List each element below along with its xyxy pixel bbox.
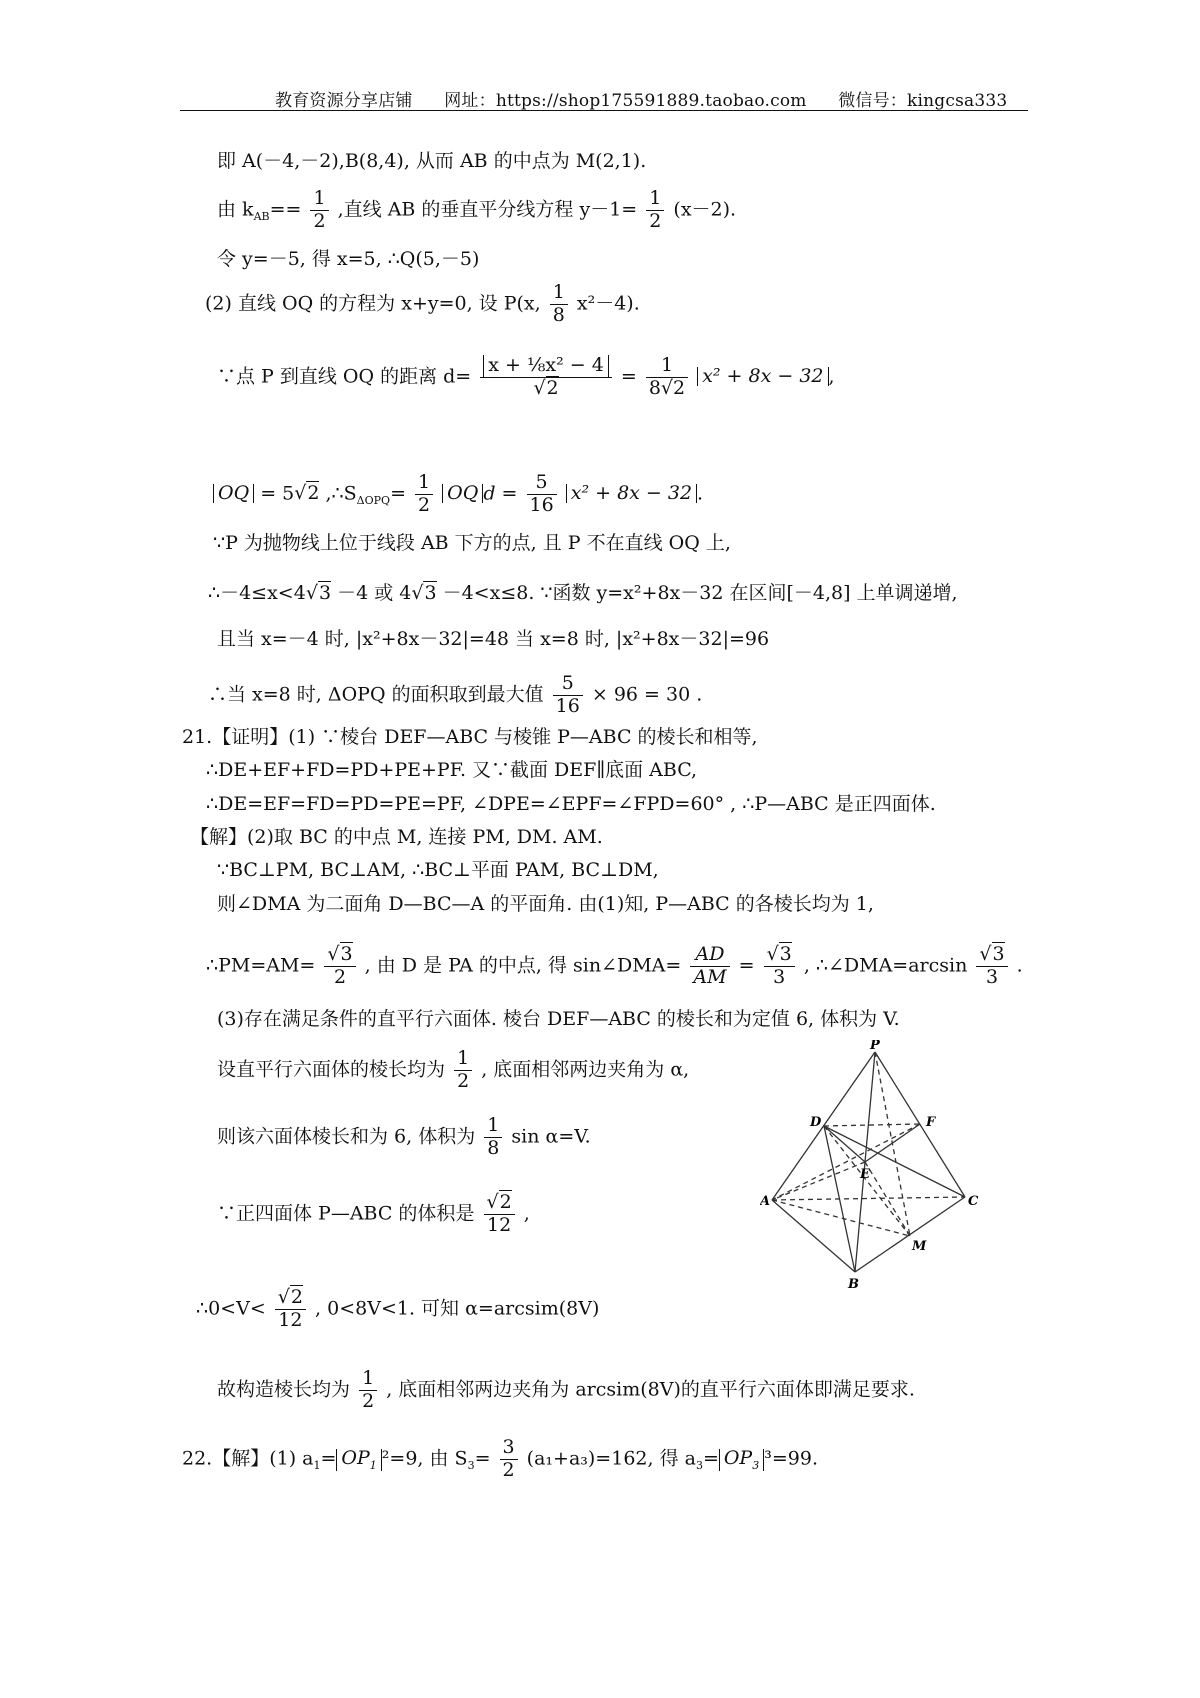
- tetrahedron-figure: [760, 1040, 990, 1290]
- opq-line: (2) 直线 OQ 的方程为 x+y=0, 设 P(x, $\frac{1}{8}$ x²－4).: [205, 281, 640, 326]
- range-line: ∴－4≤x<4√3 －4 或 4√3 －4<x≤8. ∵函数 y=x²+8x－32 在区间[－4,8] 上单调递增,: [208, 582, 958, 604]
- distance-line: ∵点 P 到直线 OQ 的距离 d= $\frac{\text{x + ⅛x² − 4}}{√2}$ = $\frac{1}{8√2}$ x² + 8x − 32 ,: [217, 354, 835, 399]
- figure-label-D: D: [810, 1115, 822, 1130]
- text-line: 且当 x=－4 时, |x²+8x－32|=48 当 x=8 时, |x²+8x－32|=96: [217, 628, 770, 650]
- text-line: 令 y=－5, 得 x=5, ∴Q(5,－5): [217, 248, 480, 270]
- figure-label-A: A: [760, 1194, 771, 1209]
- fraction: $\frac{5}{16}$: [527, 472, 557, 517]
- fraction: $\frac{1}{2}$: [646, 188, 664, 233]
- text-line: ∵BC⊥PM, BC⊥AM, ∴BC⊥平面 PAM, BC⊥DM,: [217, 859, 659, 881]
- fraction: $\frac{1}{2}$: [454, 1048, 472, 1093]
- text-line: ∵P 为抛物线上位于线段 AB 下方的点, 且 P 不在直线 OQ 上,: [213, 532, 731, 554]
- figure-label-M: M: [912, 1239, 927, 1254]
- header-wechat: 微信号：kingcsa333: [838, 91, 1008, 111]
- area-line: OQ = 5√2 $,\therefore S_{\Delta OPQ}=$ $\frac{1}{2}$ OQ d = $\frac{5}{16}$ x² + 8x − 32 .: [213, 472, 703, 517]
- fraction: $\frac{1}{2}$: [310, 188, 328, 233]
- problem-21-title: 21.【证明】(1) ∵棱台 DEF—ABC 与棱锥 P—ABC 的棱长和相等,: [182, 726, 758, 748]
- construct-line: 故构造棱长均为 $\frac{1}{2}$ , 底面相邻两边夹角为 arcsim(8V)的直平行六面体即满足要求.: [217, 1367, 915, 1412]
- figure-label-B: B: [848, 1277, 859, 1290]
- fraction: $\frac{√2}{12}$: [275, 1287, 306, 1332]
- fraction: $\frac{3}{2}$: [500, 1437, 518, 1482]
- max-area-line: ∴当 x=8 时, ΔOPQ 的面积取到最大值 $\frac{5}{16}$ × 96 = 30 .: [208, 672, 703, 717]
- text-line: 即 A(－4,－2),B(8,4), 从而 AB 的中点为 M(2,1).: [217, 150, 647, 172]
- fraction: $\frac{\text{x + ⅛x² − 4}}{√2}$: [480, 355, 612, 400]
- prism-line: 设直平行六面体的棱长均为 $\frac{1}{2}$ , 底面相邻两边夹角为 α,: [217, 1047, 690, 1092]
- fraction: $\frac{AD}{AM}$: [690, 944, 729, 989]
- header-shop: 教育资源分享店铺: [275, 91, 413, 111]
- text-line: ∴DE+EF+FD=PD+PE+PF. 又∵截面 DEF∥底面 ABC,: [206, 759, 698, 781]
- fraction: $\frac{√2}{12}$: [484, 1192, 515, 1237]
- text-line: ∴DE=EF=FD=PD=PE=PF, ∠DPE=∠EPF=∠FPD=60° , ∴P—ABC 是正四面体.: [206, 793, 936, 815]
- header-url: 网址：https://shop175591889.taobao.com: [444, 91, 807, 111]
- page-header: [275, 86, 1033, 111]
- text-line: (3)存在满足条件的直平行六面体. 棱台 DEF—ABC 的棱长和为定值 6, 体积为 V.: [217, 1008, 900, 1030]
- figure-label-F: F: [926, 1115, 936, 1130]
- fraction: $\frac{1}{8√2}$: [646, 355, 688, 400]
- volume-line: 则该六面体棱长和为 6, 体积为 $\frac{1}{8}$ sin α=V.: [217, 1114, 591, 1159]
- fraction: $\frac{1}{2}$: [415, 472, 433, 517]
- slope-line: 由 $k_{AB}==$ $\frac{1}{2}$ ,直线 AB 的垂直平分线方程 y－1= $\frac{1}{2}$ (x－2).: [217, 187, 737, 232]
- problem-22-line: 22.【解】(1) $a_1= OP_1$ ²=9, 由 $S_3=$ $\frac{3}{2}$ (a₁+a₃)=162, 得 $a_3= OP_3$ ³=99.: [182, 1436, 818, 1481]
- fraction: $\frac{1}{8}$: [484, 1115, 502, 1160]
- fraction: $\frac{1}{2}$: [359, 1368, 377, 1413]
- fraction: $\frac{5}{16}$: [553, 673, 583, 718]
- fraction: $\frac{√3}{3}$: [976, 944, 1007, 989]
- angle-line: ∴PM=AM= $\frac{√3}{2}$ , 由 D 是 PA 的中点, 得 sin∠DMA= $\frac{AD}{AM}$ = $\frac{√3}{3}$ , ∴∠DMA=arcsin $\frac{√3}{3}$ .: [206, 943, 1023, 988]
- fraction: $\frac{√3}{2}$: [324, 944, 355, 989]
- text-line: 则∠DMA 为二面角 D—BC—A 的平面角. 由(1)知, P—ABC 的各棱长均为 1,: [217, 893, 874, 915]
- fraction: $\frac{1}{8}$: [550, 282, 568, 327]
- figure-label-C: C: [968, 1194, 979, 1209]
- fraction: $\frac{√3}{3}$: [764, 944, 795, 989]
- header-rule: [180, 110, 1028, 111]
- text-line: 【解】(2)取 BC 的中点 M, 连接 PM, DM. AM.: [190, 826, 603, 848]
- figure-label-P: P: [870, 1040, 880, 1053]
- v-range-line: ∴0<V< $\frac{√2}{12}$ , 0<8V<1. 可知 α=arcsim(8V): [196, 1286, 600, 1331]
- figure-label-E: E: [860, 1167, 870, 1182]
- tetra-volume-line: ∵正四面体 P—ABC 的体积是 $\frac{√2}{12}$ ,: [217, 1191, 530, 1236]
